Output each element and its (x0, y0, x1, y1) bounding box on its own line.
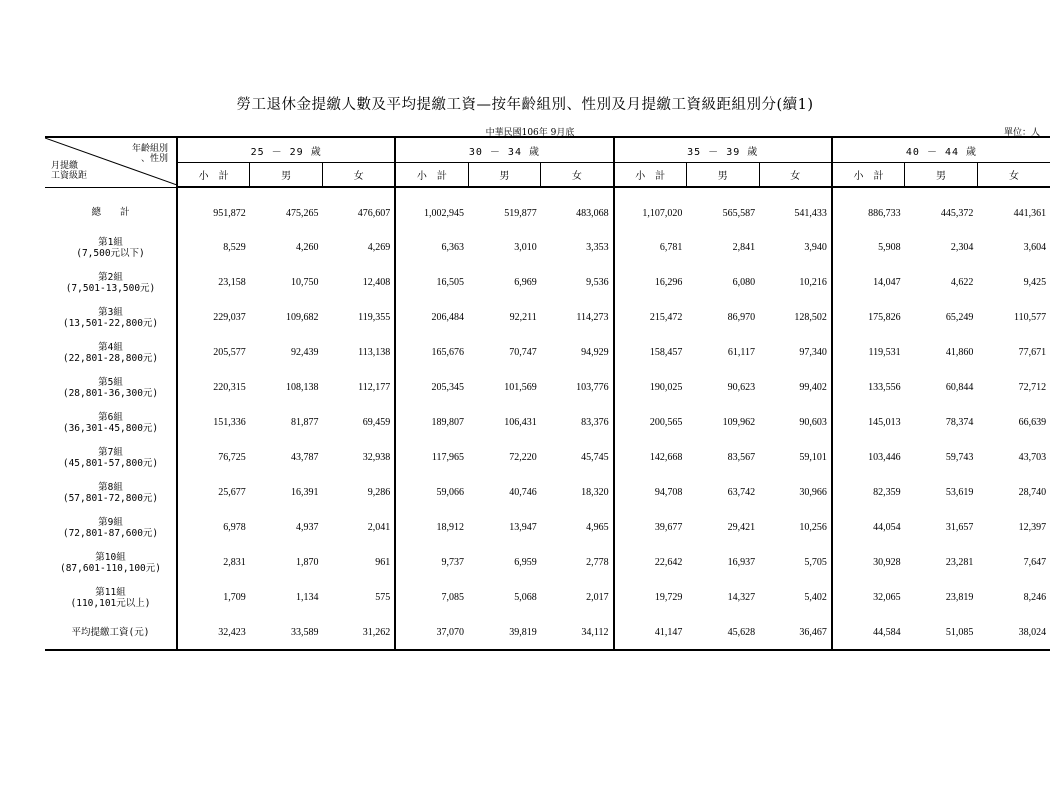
cell-subtotal: 1,107,020 (642, 207, 683, 219)
cell-subtotal: 14,047 (873, 277, 901, 288)
cell-male: 90,623 (727, 382, 756, 393)
cell-female: 69,459 (323, 405, 396, 440)
cell-subtotal: 133,556 (868, 382, 901, 393)
cell-female: 43,703 (1018, 452, 1047, 463)
cell-subtotal: 6,781 (659, 242, 683, 253)
row-label-range: (22,801-28,800元) (62, 352, 159, 364)
row-label-name: 第8組 (98, 481, 123, 493)
cell-male: 1,870 (296, 557, 319, 568)
row-label (45, 510, 177, 545)
cell-subtotal: 151,336 (213, 417, 246, 428)
cell-female: 128,502 (759, 300, 832, 335)
cell-male: 60,844 (945, 382, 974, 393)
row-label-name: 平均提繳工資(元) (71, 626, 150, 638)
cell-subtotal: 16,505 (436, 277, 465, 288)
cell-female: 45,745 (541, 440, 614, 475)
cell-subtotal: 25,677 (218, 487, 246, 498)
row-label-name: 第1組 (98, 236, 123, 248)
table-row (45, 335, 1050, 370)
cell-female: 97,340 (759, 335, 832, 370)
table-row (45, 440, 1050, 475)
cell-subtotal: 1,002,945 (424, 207, 465, 219)
cell-male: 475,265 (286, 207, 319, 219)
table-row (45, 405, 1050, 440)
row-label (45, 230, 177, 265)
cell-subtotal: 200,565 (649, 417, 683, 428)
cell-male: 31,657 (945, 522, 974, 533)
sub-header-male: 男 (905, 163, 978, 188)
table-row (45, 370, 1050, 405)
corner-age-label: 年齡組別 (131, 144, 168, 154)
row-label (45, 370, 177, 405)
cell-subtotal: 5,908 (878, 242, 901, 253)
age-group-header: 25 － 29 歲 (177, 137, 395, 163)
cell-female: 59,101 (759, 440, 832, 475)
cell-female: 9,425 (1023, 277, 1047, 288)
cell-male: 92,439 (291, 347, 319, 358)
cell-female: 94,929 (541, 335, 614, 370)
unit-label: 單位：人 (1003, 128, 1040, 138)
cell-subtotal: 82,359 (873, 487, 901, 498)
row-label (45, 545, 177, 580)
cell-subtotal: 37,070 (395, 615, 468, 650)
cell-male: 109,962 (722, 417, 756, 428)
cell-female: 77,671 (1018, 347, 1047, 358)
cell-male: 101,569 (504, 382, 537, 393)
cell-subtotal: 94,708 (654, 487, 683, 498)
row-label-name: 第2組 (98, 271, 123, 283)
cell-subtotal: 41,147 (614, 615, 687, 650)
cell-subtotal: 59,066 (436, 487, 465, 498)
row-label-name: 總 計 (91, 207, 130, 219)
cell-male: 4,260 (296, 242, 319, 253)
cell-male: 14,327 (727, 592, 756, 603)
cell-female: 31,262 (323, 615, 396, 650)
cell-male: 6,080 (732, 277, 756, 288)
cell-female: 9,536 (541, 265, 614, 300)
cell-female: 36,467 (759, 615, 832, 650)
cell-male: 445,372 (940, 207, 974, 219)
row-label-range: (36,301-45,800元) (62, 422, 159, 434)
cell-male: 10,750 (291, 277, 319, 288)
cell-female: 3,940 (759, 230, 832, 265)
cell-female: 3,353 (541, 230, 614, 265)
cell-male: 565,587 (722, 207, 756, 219)
cell-female: 7,647 (1023, 557, 1047, 568)
cell-female: 476,607 (323, 187, 396, 230)
row-label-name: 第9組 (98, 516, 123, 528)
cell-subtotal: 142,668 (649, 452, 683, 463)
table-row (45, 265, 1050, 300)
sub-header-female: 女 (323, 163, 396, 188)
cell-male: 2,841 (732, 242, 756, 253)
cell-subtotal: 205,577 (213, 347, 246, 358)
cell-female: 3,604 (1023, 242, 1047, 253)
cell-male: 39,819 (468, 615, 541, 650)
cell-male: 81,877 (291, 417, 319, 428)
cell-male: 45,628 (686, 615, 759, 650)
row-label-name: 第6組 (98, 411, 123, 423)
cell-subtotal: 103,446 (868, 452, 901, 463)
cell-female: 113,138 (323, 335, 396, 370)
cell-subtotal: 206,484 (431, 312, 465, 323)
cell-male: 72,220 (509, 452, 537, 463)
cell-subtotal: 22,642 (654, 557, 683, 568)
sub-header-subtotal: 小 計 (614, 163, 687, 188)
cell-female: 28,740 (1018, 487, 1047, 498)
cell-female: 2,041 (323, 510, 396, 545)
cell-female: 2,017 (541, 580, 614, 615)
corner-bottom-label (51, 161, 87, 181)
row-label (45, 187, 177, 230)
row-label (45, 475, 177, 510)
row-label-name: 第10組 (95, 551, 126, 563)
cell-subtotal: 165,676 (431, 347, 465, 358)
sub-header-male: 男 (250, 163, 323, 188)
cell-female: 38,024 (977, 615, 1050, 650)
cell-female: 4,965 (541, 510, 614, 545)
cell-subtotal: 220,315 (213, 382, 246, 393)
corner-top-label (132, 144, 168, 164)
row-label-range: (110,101元以上) (70, 597, 151, 609)
cell-subtotal: 229,037 (213, 312, 246, 323)
sub-header-female: 女 (541, 163, 614, 188)
date-label: 中華民國106年 9月底 (485, 128, 575, 138)
row-label (45, 615, 177, 650)
table-row (45, 300, 1050, 335)
cell-male: 16,391 (291, 487, 319, 498)
cell-female: 114,273 (541, 300, 614, 335)
cell-male: 13,947 (509, 522, 537, 533)
cell-subtotal: 951,872 (213, 207, 246, 219)
cell-male: 92,211 (509, 312, 537, 323)
row-label (45, 405, 177, 440)
cell-male: 61,117 (727, 347, 756, 358)
cell-female: 2,778 (541, 545, 614, 580)
cell-female: 12,408 (323, 265, 396, 300)
cell-subtotal: 7,085 (441, 592, 465, 603)
cell-subtotal: 1,709 (223, 592, 246, 603)
age-group-header: 35 － 39 歲 (614, 137, 832, 163)
cell-male: 40,746 (509, 487, 537, 498)
cell-subtotal: 6,978 (223, 522, 246, 533)
sub-header-male: 男 (468, 163, 541, 188)
cell-male: 33,589 (250, 615, 323, 650)
cell-subtotal: 44,584 (832, 615, 905, 650)
row-label-name: 第11組 (95, 586, 126, 598)
sub-header-subtotal: 小 計 (832, 163, 905, 188)
row-label-range: (87,601-110,100元) (59, 562, 161, 574)
cell-female: 83,376 (541, 405, 614, 440)
cell-male: 108,138 (286, 382, 319, 393)
sub-header-subtotal: 小 計 (395, 163, 468, 188)
table-row (45, 475, 1050, 510)
cell-male: 51,085 (905, 615, 978, 650)
cell-female: 32,938 (323, 440, 396, 475)
cell-male: 53,619 (945, 487, 974, 498)
cell-female: 575 (323, 580, 396, 615)
cell-female: 112,177 (323, 370, 396, 405)
row-label (45, 300, 177, 335)
cell-subtotal: 117,965 (431, 452, 465, 463)
table-row (45, 545, 1050, 580)
cell-male: 41,860 (945, 347, 974, 358)
cell-female: 18,320 (541, 475, 614, 510)
cell-female: 103,776 (541, 370, 614, 405)
cell-male: 23,281 (945, 557, 974, 568)
cell-female: 10,216 (759, 265, 832, 300)
corner-sex-label: 、性別 (140, 154, 168, 164)
cell-female: 99,402 (759, 370, 832, 405)
cell-male: 59,743 (945, 452, 974, 463)
cell-subtotal: 145,013 (868, 417, 901, 428)
cell-male: 65,249 (945, 312, 974, 323)
cell-female: 541,433 (759, 187, 832, 230)
cell-male: 106,431 (504, 417, 537, 428)
table-title: 勞工退休金提繳人數及平均提繳工資—按年齡組別、性別及月提繳工資級距組別分(續1) (236, 97, 814, 113)
cell-female: 90,603 (759, 405, 832, 440)
cell-female: 34,112 (541, 615, 614, 650)
row-label (45, 265, 177, 300)
cell-male: 29,421 (727, 522, 756, 533)
cell-male: 1,134 (296, 592, 319, 603)
row-label (45, 580, 177, 615)
row-label (45, 335, 177, 370)
cell-female: 961 (323, 545, 396, 580)
row-label-range: (72,801-87,600元) (62, 527, 159, 539)
cell-subtotal: 76,725 (218, 452, 246, 463)
row-label-range: (7,501-13,500元) (65, 282, 156, 294)
table-row (45, 510, 1050, 545)
cell-female: 5,705 (759, 545, 832, 580)
cell-male: 78,374 (945, 417, 974, 428)
cell-subtotal: 189,807 (431, 417, 465, 428)
cell-female: 72,712 (1018, 382, 1047, 393)
cell-subtotal: 205,345 (431, 382, 465, 393)
cell-female: 12,397 (1018, 522, 1047, 533)
cell-subtotal: 39,677 (654, 522, 683, 533)
cell-subtotal: 23,158 (218, 277, 246, 288)
cell-subtotal: 2,831 (223, 557, 246, 568)
cell-subtotal: 30,928 (873, 557, 901, 568)
table-row (45, 615, 1050, 650)
sub-header-female: 女 (759, 163, 832, 188)
cell-subtotal: 6,363 (441, 242, 465, 253)
row-label-name: 第3組 (98, 306, 123, 318)
header-corner (45, 137, 177, 187)
cell-subtotal: 18,912 (436, 522, 465, 533)
cell-female: 66,639 (1018, 417, 1047, 428)
cell-subtotal: 158,457 (649, 347, 683, 358)
row-label-range: (28,801-36,300元) (62, 387, 159, 399)
cell-subtotal: 19,729 (654, 592, 683, 603)
cell-female: 5,402 (759, 580, 832, 615)
cell-male: 519,877 (504, 207, 537, 219)
cell-male: 2,304 (950, 242, 974, 253)
cell-male: 109,682 (286, 312, 319, 323)
cell-subtotal: 8,529 (223, 242, 246, 253)
cell-male: 70,747 (509, 347, 537, 358)
table-row (45, 580, 1050, 615)
cell-female: 4,269 (323, 230, 396, 265)
cell-female: 10,256 (759, 510, 832, 545)
row-label-range: (13,501-22,800元) (62, 317, 159, 329)
row-label-range: (45,801-57,800元) (62, 457, 159, 469)
cell-subtotal: 175,826 (868, 312, 901, 323)
cell-subtotal: 9,737 (441, 557, 465, 568)
cell-subtotal: 215,472 (649, 312, 683, 323)
cell-male: 4,622 (950, 277, 974, 288)
cell-subtotal: 44,054 (873, 522, 901, 533)
cell-female: 119,355 (323, 300, 396, 335)
corner-wage-label-2: 工資級距 (51, 170, 88, 181)
cell-female: 9,286 (323, 475, 396, 510)
cell-female: 110,577 (1013, 312, 1047, 323)
cell-subtotal: 32,065 (873, 592, 901, 603)
row-label-range: (7,500元以下) (76, 247, 145, 259)
row-label (45, 440, 177, 475)
cell-male: 86,970 (727, 312, 756, 323)
cell-subtotal: 190,025 (649, 382, 683, 393)
age-group-header: 30 － 34 歲 (395, 137, 613, 163)
cell-subtotal: 32,423 (177, 615, 250, 650)
cell-male: 16,937 (727, 557, 756, 568)
cell-male: 63,742 (727, 487, 756, 498)
cell-female: 483,068 (541, 187, 614, 230)
row-label-name: 第5組 (98, 376, 123, 388)
row-label-range: (57,801-72,800元) (62, 492, 159, 504)
cell-male: 6,959 (514, 557, 537, 568)
cell-subtotal: 886,733 (868, 207, 901, 219)
cell-subtotal: 16,296 (654, 277, 683, 288)
age-group-header: 40 － 44 歲 (832, 137, 1050, 163)
table-row (45, 187, 1050, 230)
row-label-name: 第4組 (98, 341, 123, 353)
cell-female: 441,361 (1013, 207, 1047, 219)
cell-female: 30,966 (759, 475, 832, 510)
cell-male: 5,068 (514, 592, 537, 603)
statistics-table (45, 136, 1050, 651)
cell-male: 83,567 (727, 452, 756, 463)
cell-male: 23,819 (945, 592, 974, 603)
cell-male: 43,787 (291, 452, 319, 463)
sub-header-female: 女 (977, 163, 1050, 188)
row-label-name: 第7組 (98, 446, 123, 458)
cell-male: 4,937 (296, 522, 319, 533)
cell-male: 6,969 (514, 277, 537, 288)
table-row (45, 230, 1050, 265)
corner-wage-label-1: 月提繳 (51, 160, 79, 171)
cell-subtotal: 119,531 (868, 347, 901, 358)
cell-female: 8,246 (1023, 592, 1047, 603)
cell-male: 3,010 (514, 242, 537, 253)
sub-header-male: 男 (686, 163, 759, 188)
sub-header-subtotal: 小 計 (177, 163, 250, 188)
